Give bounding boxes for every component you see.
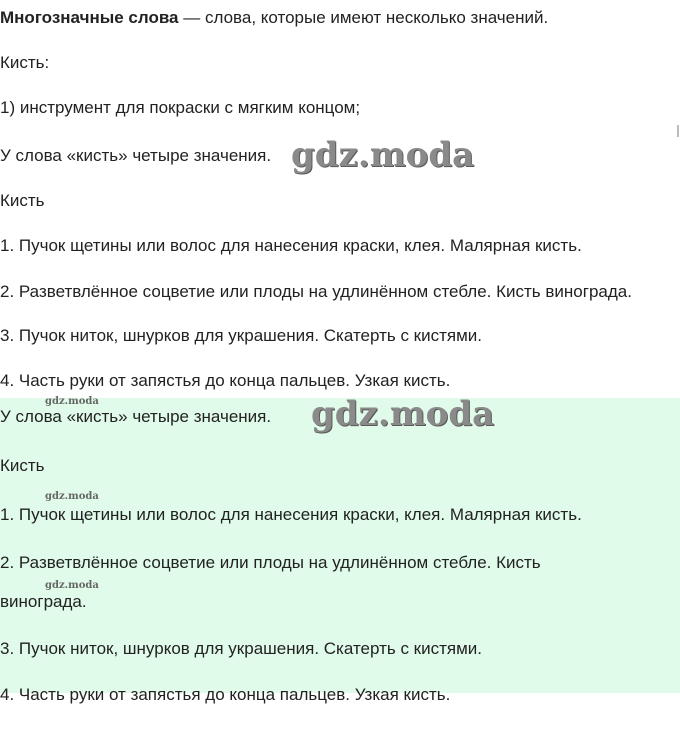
watermark-small: gdz.moda [45,396,99,407]
top-summary: У слова «кисть» четыре значения. [0,146,272,165]
top-heading: Кисть [0,191,45,210]
top-item-4: 4. Часть руки от запястья до конца пальцев. Узкая кисть. [0,371,451,390]
intro-term: Многозначные слова [0,8,179,27]
word-label: Кисть: [0,53,50,72]
watermark-large: gdz.moda [291,135,475,175]
green-item-2-line-1: 2. Разветвлённое соцветие или плоды на удлинённом стебле. Кисть [0,553,541,572]
green-item-2-line-2: винограда. [0,592,87,611]
top-item-1: 1. Пучок щетины или волос для нанесения краски, клея. Малярная кисть. [0,236,582,255]
green-item-1: 1. Пучок щетины или волос для нанесения краски, клея. Малярная кисть. [0,505,582,524]
green-summary: У слова «кисть» четыре значения. [0,407,272,426]
edge-marker [677,125,679,137]
intro-definition [0,8,548,28]
watermark-small: gdz.moda [45,491,99,502]
top-item-2: 2. Разветвлённое соцветие или плоды на удлинённом стебле. Кисть винограда. [0,282,632,301]
watermark-small: gdz.moda [45,580,99,591]
intro-definition-text: — слова, которые имеют несколько значений. [178,8,549,27]
green-item-4-partial: 4. Часть руки от запястья до конца пальцев. Узкая кисть. [0,685,451,704]
green-heading: Кисть [0,456,45,475]
watermark-large: gdz.moda [311,394,495,434]
top-item-3: 3. Пучок ниток, шнурков для украшения. Скатерть с кистями. [0,326,483,345]
green-item-3: 3. Пучок ниток, шнурков для украшения. Скатерть с кистями. [0,639,483,658]
meaning-1: 1) инструмент для покраски с мягким концом; [0,98,361,117]
